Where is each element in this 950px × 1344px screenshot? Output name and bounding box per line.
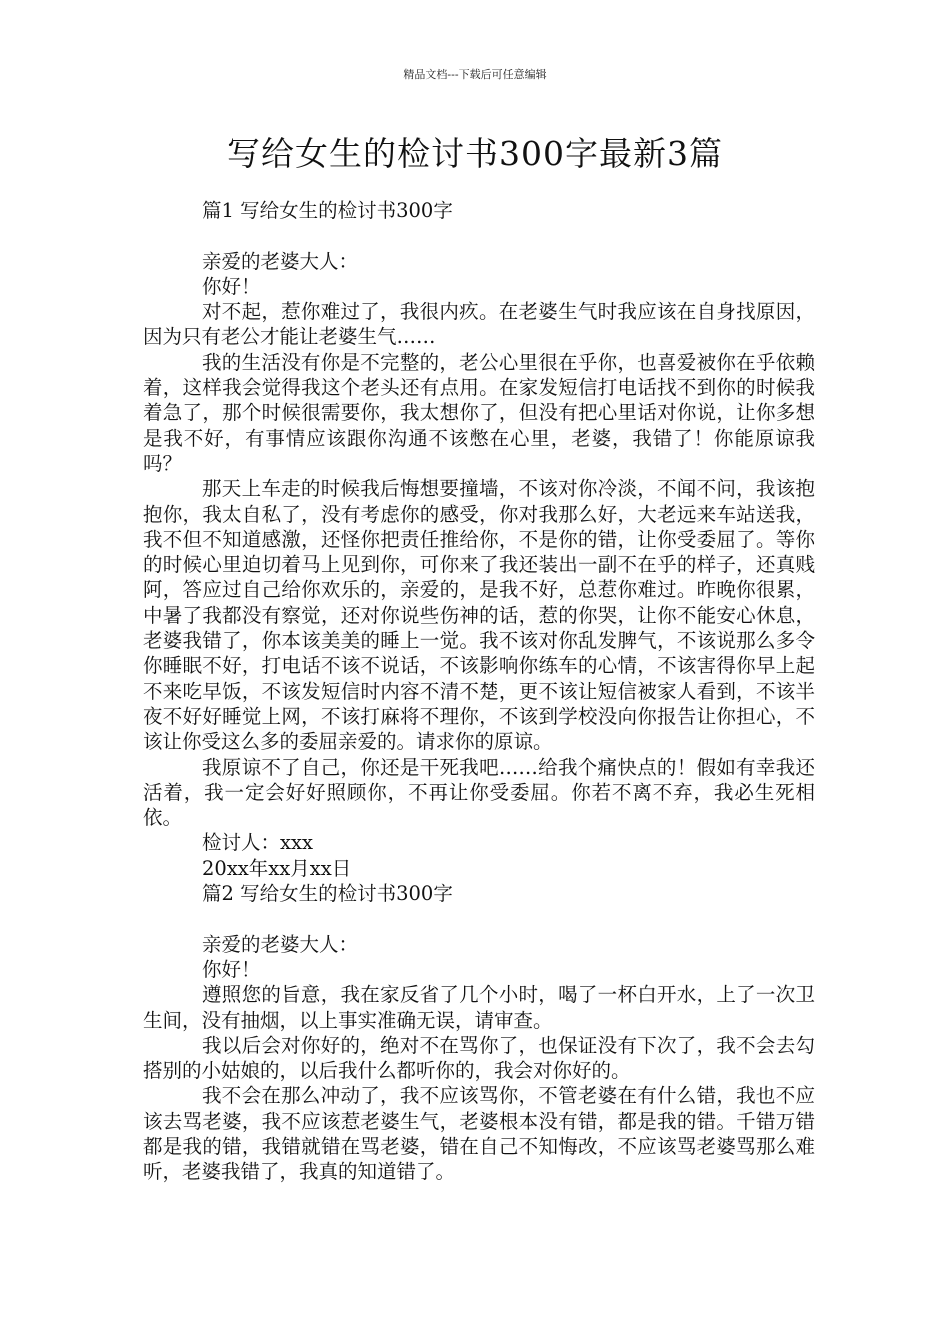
section-1-paragraph-4: 我原谅不了自己，你还是干死我吧……给我个痛快点的！假如有幸我还活着，我一定会好好照顾你，不再让你受委屈。你若不离不弃，我必生死相依。	[143, 755, 815, 830]
page-header: 精品文档---下载后可任意编辑	[403, 68, 547, 81]
section-1-greeting: 你好！	[202, 274, 261, 298]
section-1-heading: 篇1 写给女生的检讨书300字	[202, 199, 453, 222]
section-2-salutation: 亲爱的老婆大人：	[202, 932, 359, 956]
section-2-paragraph-3: 我不会在那么冲动了，我不应该骂你，不管老婆在有什么错，我也不应该去骂老婆，我不应该惹老婆生气，老婆根本没有错，都是我的错。千错万错都是我的错，我错就错在骂老婆，错在自己不知悔改，不应该骂老婆骂那么难听，老婆我错了，我真的知道错了。	[143, 1084, 815, 1184]
section-1-date: 20xx年xx月xx日	[202, 856, 352, 880]
section-1-paragraph-2: 我的生活没有你是不完整的，老公心里很在乎你，也喜爱被你在乎依赖着，这样我会觉得我这个老头还有点用。在家发短信打电话找不到你的时候我着急了，那个时候很需要你，我太想你了，但没有把心里话对你说，让你多想是我不好，有事情应该跟你沟通不该憋在心里，老婆，我错了！你能原谅我吗？	[143, 350, 815, 475]
spacer	[143, 223, 815, 248]
document-title: 写给女生的检讨书300字最新3篇	[227, 134, 723, 173]
section-1-salutation: 亲爱的老婆大人：	[202, 249, 359, 273]
section-2-greeting: 你好！	[202, 957, 261, 981]
spacer	[143, 906, 815, 931]
section-1-signer: 检讨人：xxx	[202, 831, 313, 855]
document-body	[143, 198, 815, 1185]
section-1-paragraph-3: 那天上车走的时候我后悔想要撞墙，不该对你冷淡，不闻不问，我该抱抱你，我太自私了，没有考虑你的感受，你对我那么好，大老远来车站送我，我不但不知道感激，还怪你把责任推给你，不是你的错，让你受委屈了。等你的时候心里迫切着马上见到你，可你来了我还装出一副不在乎的样子，还真贱阿，答应过自己给你欢乐的，亲爱的，是我不好，总惹你难过。昨晚你很累，中暑了我都没有察觉，还对你说些伤神的话，惹的你哭，让你不能安心休息，老婆我错了，你本该美美的睡上一觉。我不该对你乱发脾气，不该说那么多令你睡眠不好，打电话不该不说话，不该影响你练车的心情，不该害得你早上起不来吃早饭，不该发短信时内容不清不楚，更不该让短信被家人看到，不该半夜不好好睡觉上网，不该打麻将不理你，不该到学校没向你报告让你担心，不该让你受这么多的委屈亲爱的。请求你的原谅。	[143, 477, 815, 754]
section-2-paragraph-1: 遵照您的旨意，我在家反省了几个小时，喝了一杯白开水，上了一次卫生间，没有抽烟，以上事实准确无误，请审查。	[143, 983, 815, 1032]
section-1-paragraph-1: 对不起，惹你难过了，我很内疚。在老婆生气时我应该在自身找原因，因为只有老公才能让老婆生气……	[143, 300, 815, 349]
section-2-heading: 篇2 写给女生的检讨书300字	[202, 882, 453, 906]
section-2-paragraph-2: 我以后会对你好的，绝对不在骂你了，也保证没有下次了，我不会去勾搭别的小姑娘的，以后我什么都听你的，我会对你好的。	[143, 1033, 815, 1083]
